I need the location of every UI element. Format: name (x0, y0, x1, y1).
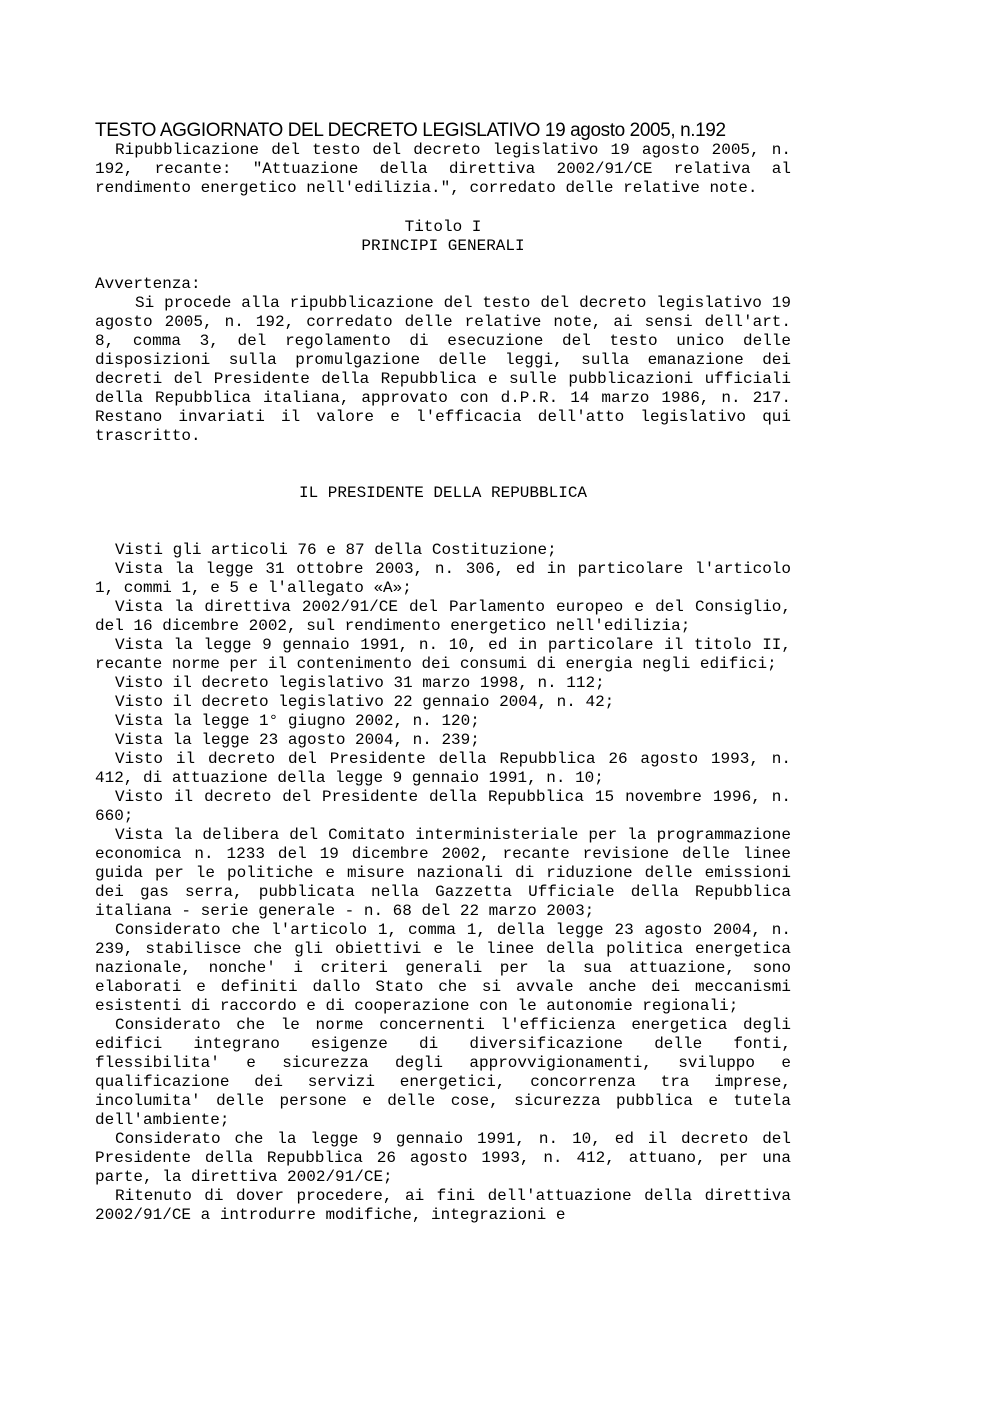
titolo-heading-block (95, 218, 791, 256)
preamble-paragraph: Visto il decreto del Presidente della Repubblica 26 agosto 1993, n. 412, di attuazione della legge 9 gennaio 1991, n. 10; (95, 750, 791, 787)
preamble-paragraph: Vista la direttiva 2002/91/CE del Parlamento europeo e del Consiglio, del 16 dicembre 2002, sul rendimento energetico nell'edilizia; (95, 598, 791, 635)
president-heading: IL PRESIDENTE DELLA REPUBBLICA (298, 484, 588, 502)
preamble-paragraph: Considerato che la legge 9 gennaio 1991, n. 10, ed il decreto del Presidente della Repubblica 26 agosto 1993, n. 412, attuano, per una parte, la direttiva 2002/91/CE; (95, 1130, 791, 1186)
preamble-paragraph: Vista la legge 23 agosto 2004, n. 239; (115, 731, 480, 749)
preamble-paragraph: Visto il decreto legislativo 22 gennaio 2004, n. 42; (115, 693, 615, 711)
preamble-paragraph: Vista la legge 1° giugno 2002, n. 120; (115, 712, 480, 730)
titolo-subheading: PRINCIPI GENERALI (361, 237, 525, 255)
intro-block (95, 141, 791, 198)
preamble-paragraph: Vista la delibera del Comitato interministeriale per la programmazione economica n. 1233 del 19 dicembre 2002, recante revisione delle linee guida per le politiche e misure nazionali di riduzione delle emissioni dei gas serra, pubblicata nella Gazzetta Ufficiale della Repubblica italiana - serie generale - n. 68 del 22 marzo 2003; (95, 826, 791, 920)
preamble-paragraph: Visto il decreto del Presidente della Repubblica 15 novembre 1996, n. 660; (95, 788, 791, 825)
avvertenza-label: Avvertenza: (95, 275, 201, 293)
document-title: TESTO AGGIORNATO DEL DECRETO LEGISLATIVO 19 agosto 2005, n.192 (95, 120, 726, 141)
preamble-block (95, 541, 791, 1225)
avvertenza-block (95, 275, 791, 446)
titolo-heading: Titolo I (404, 218, 482, 236)
preamble-paragraph: Considerato che l'articolo 1, comma 1, della legge 23 agosto 2004, n. 239, stabilisce che gli obiettivi e le linee della politica energetica nazionale, nonche' i criteri generali per la sua attuazione, sono elaborati e definiti dallo Stato che si avvale anche dei meccanismi esistenti di raccordo e di cooperazione con le autonomie regionali; (95, 921, 791, 1015)
preamble-paragraph: Ritenuto di dover procedere, ai fini dell'attuazione della direttiva 2002/91/CE a introdurre modifiche, integrazioni e (95, 1187, 791, 1224)
preamble-paragraph: Vista la legge 31 ottobre 2003, n. 306, ed in particolare l'articolo 1, commi 1, e 5 e l'allegato «A»; (95, 560, 791, 597)
preamble-paragraph: Visto il decreto legislativo 31 marzo 1998, n. 112; (115, 674, 605, 692)
intro-paragraph: Ripubblicazione del testo del decreto legislativo 19 agosto 2005, n. 192, recante: "Attuazione della direttiva 2002/91/CE relativa al rendimento energetico nell'edilizia.", corredato delle relative note. (95, 141, 791, 197)
avvertenza-paragraph: Si procede alla ripubblicazione del testo del decreto legislativo 19 agosto 2005, n. 192, corredato delle relative note, ai sensi dell'art. 8, comma 3, del regolamento di esecuzione del testo unico delle disposizioni sulla promulgazione delle leggi, sulla emanazione dei decreti del Presidente della Repubblica e sulle pubblicazioni ufficiali della Repubblica italiana, approvato con d.P.R. 14 marzo 1986, n. 217. Restano invariati il valore e l'efficacia dell'atto legislativo qui trascritto. (95, 294, 791, 445)
preamble-paragraph: Considerato che le norme concernenti l'efficienza energetica degli edifici integrano esigenze di diversificazione delle fonti, flessibilita' e sicurezza degli approvvigionamenti, sviluppo e qualificazione dei servizi energetici, concorrenza tra imprese, incolumita' delle persone e delle cose, sicurezza pubblica e tutela dell'ambiente; (95, 1016, 791, 1129)
president-heading-block (95, 484, 791, 503)
preamble-paragraph: Visti gli articoli 76 e 87 della Costituzione; (115, 541, 557, 559)
preamble-paragraph: Vista la legge 9 gennaio 1991, n. 10, ed in particolare il titolo II, recante norme per il contenimento dei consumi di energia negli edifici; (95, 636, 791, 673)
